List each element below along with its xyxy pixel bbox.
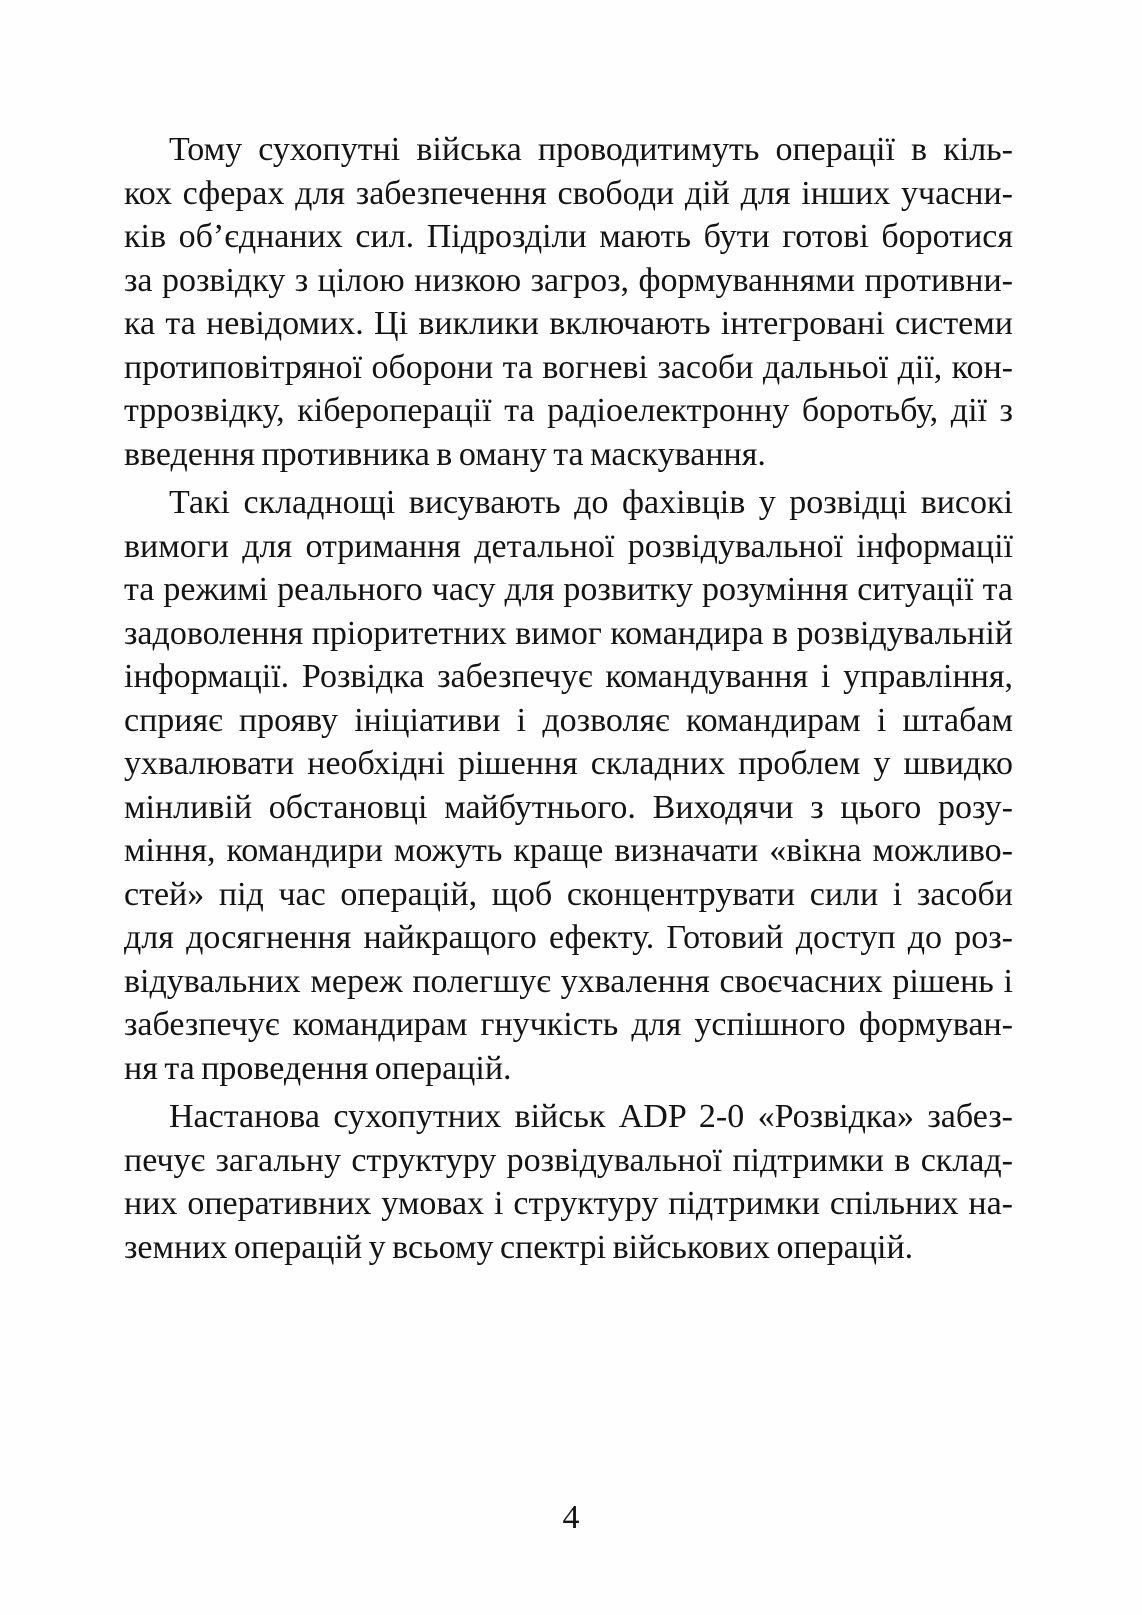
text-line: введення противника в оману та маскування. [124, 435, 766, 473]
text-line: інформації. Розвідка забезпечує командування і управління, [124, 658, 1013, 695]
text-line: Такі складнощі висувають до фахівців у розвідці високі [169, 484, 1013, 521]
text-line: відувальних мереж полегшує ухвалення своєчасних рішень і [124, 962, 1013, 1000]
paragraph [124, 481, 1013, 1090]
text-line: ухвалювати необхідні рішення складних проблем у швидко [124, 745, 1013, 782]
text-line: протиповітряної оборони та вогневі засоби дальньої дії, кон- [124, 348, 1013, 386]
text-line: вимоги для отримання детальної розвідувальної інформації [124, 527, 1013, 565]
text-line: тррозвідку, кібероперації та радіоелектронну боротьбу, дії з [124, 392, 1013, 429]
text-line: Настанова сухопутних військ ADP 2-0 «Розвідка» забез- [169, 1098, 1013, 1135]
text-line: ня та проведення операцій. [124, 1049, 512, 1087]
body-text [124, 128, 1013, 1269]
text-line: сприяє прояву ініціативи і дозволяє командирам і штабам [124, 701, 1013, 739]
text-line: кох сферах для забезпечення свободи дій для інших учасни- [124, 174, 1013, 212]
text-line: міння, командири можуть краще визначати «вікна можливо- [124, 832, 1013, 869]
text-line: ків об’єднаних сил. Підрозділи мають бути готові боротися [124, 218, 1013, 255]
text-line: них оперативних умовах і структуру підтримки спільних на- [124, 1185, 1013, 1222]
text-line: печує загальну структуру розвідувальної підтримки в склад- [124, 1141, 1013, 1179]
text-line: стей» під час операцій, щоб сконцентрувати сили і засоби [124, 875, 1013, 913]
text-line: задоволення пріоритетних вимог командира в розвідувальній [124, 614, 1013, 652]
text-line: та режимі реального часу для розвитку розуміння ситуації та [124, 571, 1013, 608]
text-line: забезпечує командирам гнучкість для успішного формуван- [124, 1006, 1013, 1043]
text-line: за розвідку з цілою низкою загроз, формуваннями противни- [124, 261, 1013, 299]
page-number: 4 [562, 1499, 580, 1536]
paragraph [124, 128, 1013, 476]
paragraph [124, 1095, 1013, 1269]
text-line: для досягнення найкращого ефекту. Готовий доступ до роз- [124, 919, 1013, 956]
text-line: ка та невідомих. Ці виклики включають інтегровані системи [124, 305, 1013, 342]
text-line: мінливій обстановці майбутнього. Виходячи з цього розу- [124, 788, 1013, 826]
text-line: Тому сухопутні війська проводитимуть операції в кіль- [169, 131, 1013, 168]
text-line: земних операцій у всьому спектрі військових операцій. [124, 1228, 914, 1266]
